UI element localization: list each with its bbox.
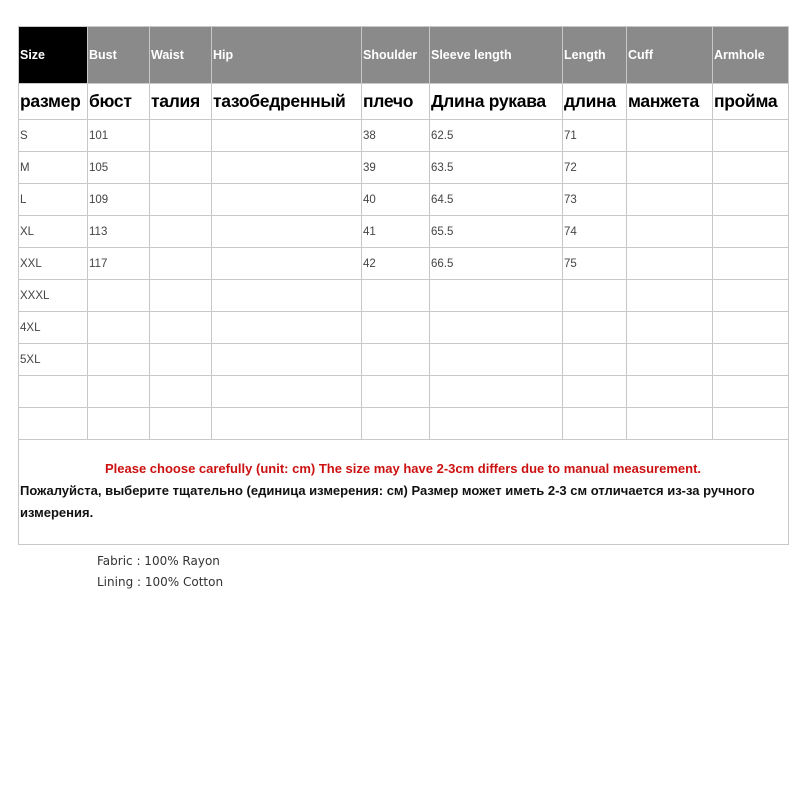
header-ru-cuff: манжета xyxy=(627,84,713,120)
measurement-note xyxy=(19,440,789,545)
table-cell: 62.5 xyxy=(430,120,563,152)
table-cell xyxy=(150,184,212,216)
table-cell xyxy=(563,376,627,408)
table-cell xyxy=(713,248,789,280)
header-ru-bust: бюст xyxy=(88,84,150,120)
table-cell: 105 xyxy=(88,152,150,184)
table-cell xyxy=(430,344,563,376)
table-cell xyxy=(212,248,362,280)
header-size: Size xyxy=(19,27,88,84)
table-cell xyxy=(150,312,212,344)
lining-info: Lining : 100% Cotton xyxy=(97,575,224,589)
header-hip: Hip xyxy=(212,27,362,84)
table-cell xyxy=(88,408,150,440)
table-cell xyxy=(563,344,627,376)
table-cell xyxy=(212,120,362,152)
table-cell xyxy=(19,408,88,440)
table-cell: 5XL xyxy=(19,344,88,376)
table-cell xyxy=(212,152,362,184)
table-row xyxy=(19,344,789,376)
table-cell: 39 xyxy=(362,152,430,184)
table-cell xyxy=(88,376,150,408)
table-row xyxy=(19,152,789,184)
table-cell xyxy=(362,376,430,408)
table-cell xyxy=(627,216,713,248)
note-english: Please choose carefully (unit: cm) The size may have 2-3cm differs due to manual measurement. xyxy=(104,460,702,476)
table-row xyxy=(19,184,789,216)
table-cell xyxy=(713,376,789,408)
table-cell: S xyxy=(19,120,88,152)
header-bust: Bust xyxy=(88,27,150,84)
table-row xyxy=(19,376,789,408)
header-ru-size: размер xyxy=(19,84,88,120)
table-cell xyxy=(212,216,362,248)
table-cell xyxy=(430,376,563,408)
table-cell: 73 xyxy=(563,184,627,216)
table-row xyxy=(19,120,789,152)
table-cell xyxy=(713,280,789,312)
table-cell xyxy=(150,376,212,408)
table-cell xyxy=(212,408,362,440)
table-cell xyxy=(627,248,713,280)
table-cell xyxy=(362,280,430,312)
table-cell xyxy=(88,312,150,344)
header-shoulder: Shoulder xyxy=(362,27,430,84)
table-cell xyxy=(362,312,430,344)
table-cell xyxy=(713,408,789,440)
table-row xyxy=(19,312,789,344)
table-cell: 101 xyxy=(88,120,150,152)
table-cell xyxy=(150,248,212,280)
table-cell: 65.5 xyxy=(430,216,563,248)
header-row-russian xyxy=(19,84,789,120)
table-cell: XXL xyxy=(19,248,88,280)
table-cell xyxy=(430,312,563,344)
table-cell xyxy=(150,216,212,248)
table-cell xyxy=(713,184,789,216)
table-cell: 38 xyxy=(362,120,430,152)
table-row xyxy=(19,216,789,248)
table-cell xyxy=(713,312,789,344)
table-cell xyxy=(627,408,713,440)
table-cell xyxy=(150,280,212,312)
table-cell: 71 xyxy=(563,120,627,152)
table-cell xyxy=(713,152,789,184)
table-cell xyxy=(713,216,789,248)
table-cell xyxy=(362,408,430,440)
header-armhole: Armhole xyxy=(713,27,789,84)
table-cell: L xyxy=(19,184,88,216)
fabric-info: Fabric : 100% Rayon xyxy=(97,554,220,568)
table-cell: 109 xyxy=(88,184,150,216)
table-cell: 74 xyxy=(563,216,627,248)
table-cell xyxy=(430,408,563,440)
table-cell xyxy=(563,408,627,440)
table-cell xyxy=(430,280,563,312)
header-ru-waist: талия xyxy=(150,84,212,120)
table-cell xyxy=(88,280,150,312)
note-row xyxy=(19,440,789,545)
header-waist: Waist xyxy=(150,27,212,84)
table-cell xyxy=(713,120,789,152)
header-sleeve-length: Sleeve length xyxy=(430,27,563,84)
table-cell: XL xyxy=(19,216,88,248)
table-cell: M xyxy=(19,152,88,184)
table-cell: 64.5 xyxy=(430,184,563,216)
table-cell: 63.5 xyxy=(430,152,563,184)
header-row-english xyxy=(19,27,789,84)
table-cell xyxy=(212,376,362,408)
table-cell xyxy=(19,376,88,408)
table-cell: 113 xyxy=(88,216,150,248)
table-cell xyxy=(563,280,627,312)
table-cell: 72 xyxy=(563,152,627,184)
table-cell xyxy=(150,344,212,376)
table-cell: 75 xyxy=(563,248,627,280)
table-cell xyxy=(150,152,212,184)
table-row xyxy=(19,408,789,440)
table-cell xyxy=(212,312,362,344)
table-cell: 42 xyxy=(362,248,430,280)
header-ru-armhole: пройма xyxy=(713,84,789,120)
header-ru-length: длина xyxy=(563,84,627,120)
table-cell xyxy=(713,344,789,376)
table-cell xyxy=(627,344,713,376)
header-ru-sleeve-length: Длина рукава xyxy=(430,84,563,120)
table-cell xyxy=(362,344,430,376)
table-cell xyxy=(212,280,362,312)
table-cell xyxy=(88,344,150,376)
table-cell: 4XL xyxy=(19,312,88,344)
table-cell xyxy=(150,120,212,152)
table-cell xyxy=(212,344,362,376)
table-cell xyxy=(627,376,713,408)
note-russian: Пожалуйста, выберите тщательно (единица измерения: см) Размер может иметь 2-3 см отличается из-за ручного измерения. xyxy=(20,482,755,520)
size-chart-table xyxy=(18,26,789,545)
table-cell: 117 xyxy=(88,248,150,280)
table-cell xyxy=(627,152,713,184)
table-cell: 66.5 xyxy=(430,248,563,280)
table-cell xyxy=(627,280,713,312)
table-row xyxy=(19,280,789,312)
table-row xyxy=(19,248,789,280)
table-cell: XXXL xyxy=(19,280,88,312)
header-ru-shoulder: плечо xyxy=(362,84,430,120)
table-cell xyxy=(150,408,212,440)
table-cell: 40 xyxy=(362,184,430,216)
table-cell xyxy=(627,184,713,216)
table-cell xyxy=(627,312,713,344)
table-cell xyxy=(563,312,627,344)
table-cell: 41 xyxy=(362,216,430,248)
header-cuff: Cuff xyxy=(627,27,713,84)
header-length: Length xyxy=(563,27,627,84)
header-ru-hip: тазобедренный xyxy=(212,84,362,120)
table-cell xyxy=(627,120,713,152)
table-cell xyxy=(212,184,362,216)
